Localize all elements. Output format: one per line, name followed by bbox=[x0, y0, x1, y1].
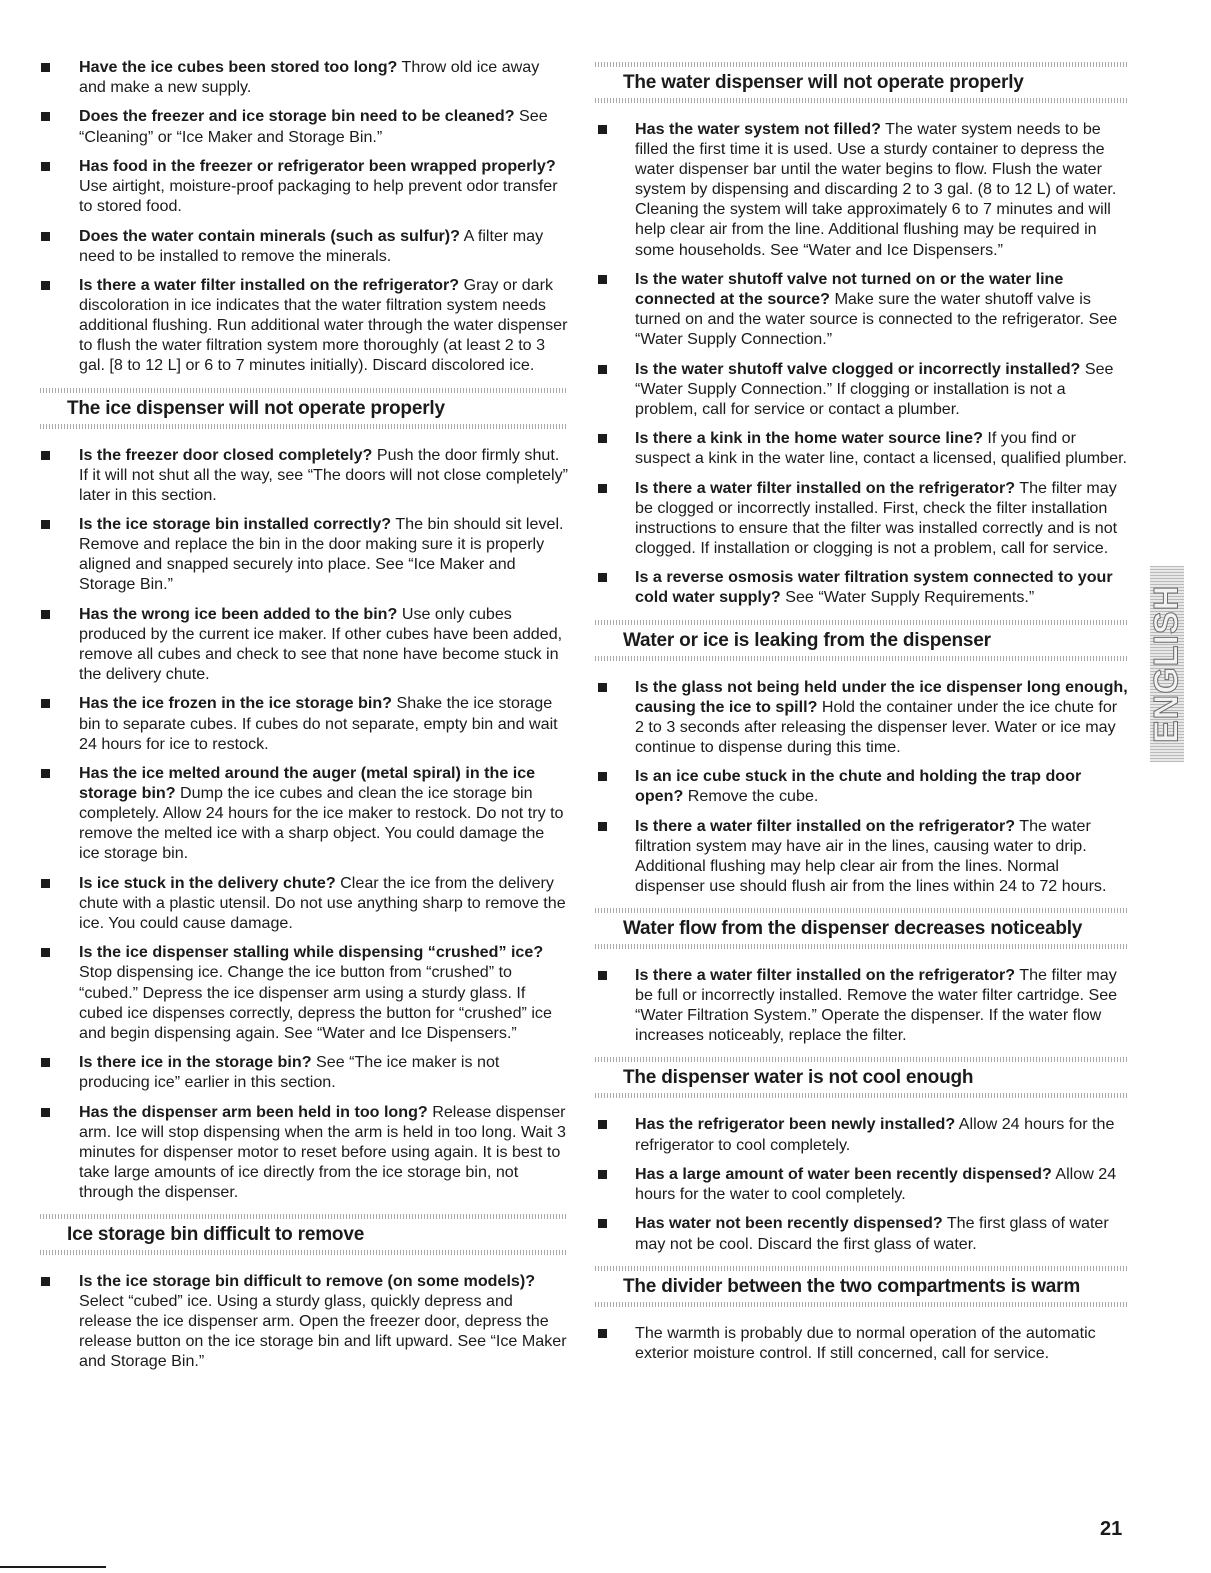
item-question: Is the freezer door closed completely? bbox=[79, 445, 373, 464]
section-rule bbox=[595, 1266, 1128, 1271]
item-answer: Use airtight, moisture-proof packaging to help prevent odor transfer to stored food. bbox=[79, 177, 558, 216]
item-question: Is there a water filter installed on the refrigerator? bbox=[635, 966, 1016, 985]
item-question: Has the refrigerator been newly installed? bbox=[635, 1115, 956, 1134]
item-question: Is there a water filter installed on the refrigerator? bbox=[635, 478, 1016, 497]
troubleshooting-item bbox=[40, 275, 568, 375]
item-question: Is the ice storage bin difficult to remove (on some models)? bbox=[79, 1272, 536, 1291]
item-answer: Hold the container under the ice chute for 2 to 3 seconds after releasing the dispenser lever. Water or ice may continue to dispense during this time. bbox=[635, 697, 1118, 756]
square-bullet-icon bbox=[41, 610, 50, 619]
section-rule bbox=[595, 1302, 1128, 1307]
item-answer: A filter may need to be installed to remove the minerals. bbox=[79, 226, 544, 265]
item-answer: The warmth is probably due to normal operation of the automatic exterior moisture control. If still concerned, call for service. bbox=[635, 1323, 1096, 1362]
square-bullet-icon bbox=[598, 822, 607, 831]
troubleshooting-item bbox=[595, 677, 1128, 757]
square-bullet-icon bbox=[598, 683, 607, 692]
language-side-tab-label: ENGLISH bbox=[1147, 584, 1186, 744]
square-bullet-icon bbox=[598, 1219, 607, 1228]
square-bullet-icon bbox=[41, 112, 50, 121]
square-bullet-icon bbox=[41, 948, 50, 957]
item-question: Does the water contain minerals (such as sulfur)? bbox=[79, 226, 460, 245]
item-question: Has water not been recently dispensed? bbox=[635, 1214, 943, 1233]
section-rule bbox=[595, 620, 1128, 625]
section-rule bbox=[40, 1214, 568, 1219]
section-heading: The ice dispenser will not operate properly bbox=[67, 397, 445, 419]
section-rule bbox=[40, 388, 568, 393]
section-rule bbox=[595, 98, 1128, 103]
square-bullet-icon bbox=[41, 879, 50, 888]
item-answer: Stop dispensing ice. Change the ice button from “crushed” to “cubed.” Depress the ice dispenser arm using a sturdy glass. If cubed ice dispenses correctly, depress the button for “crushed” ice and begin dispensing again. See “Water and Ice Dispensers.” bbox=[79, 963, 552, 1042]
section-rule bbox=[595, 62, 1128, 67]
troubleshooting-item bbox=[595, 478, 1128, 558]
square-bullet-icon bbox=[41, 63, 50, 72]
troubleshooting-item bbox=[40, 514, 568, 594]
section-header bbox=[40, 1214, 568, 1255]
troubleshooting-item bbox=[595, 1114, 1128, 1154]
troubleshooting-item bbox=[40, 873, 568, 933]
section-rule bbox=[595, 656, 1128, 661]
troubleshooting-item bbox=[595, 428, 1128, 468]
square-bullet-icon bbox=[41, 1277, 50, 1286]
troubleshooting-item bbox=[40, 445, 568, 505]
item-answer: See “Cleaning” or “Ice Maker and Storage Bin.” bbox=[79, 107, 548, 146]
troubleshooting-item bbox=[40, 1052, 568, 1092]
section-heading: The dispenser water is not cool enough bbox=[623, 1067, 974, 1089]
item-answer: Remove the cube. bbox=[683, 787, 819, 806]
item-answer: Clear the ice from the delivery chute with a plastic utensil. Do not use anything sharp to remove the ice. You could cause damage. bbox=[79, 873, 566, 932]
item-question: Has the ice melted around the auger (metal spiral) in the ice storage bin? bbox=[79, 764, 536, 803]
troubleshooting-item bbox=[595, 1164, 1128, 1204]
square-bullet-icon bbox=[598, 484, 607, 493]
item-answer: Make sure the water shutoff valve is turned on and the water source is connected to the refrigerator. See “Water Supply Connection.” bbox=[635, 290, 1118, 349]
item-answer: Gray or dark discoloration in ice indicates that the water filtration system needs additional flushing. Run additional water through the water dispenser to flush the water filtration system more thoroughly (at least 2 to 3 gal. [8 to 12 L] or 6 to 7 minutes initially). Discard discolored ice. bbox=[79, 276, 568, 375]
square-bullet-icon bbox=[598, 1329, 607, 1338]
item-question: Is there a water filter installed on the refrigerator? bbox=[79, 276, 460, 295]
section-header bbox=[595, 908, 1128, 949]
square-bullet-icon bbox=[41, 769, 50, 778]
troubleshooting-item bbox=[40, 1271, 568, 1371]
section-header bbox=[595, 620, 1128, 661]
item-question: Has a large amount of water been recently dispensed? bbox=[635, 1164, 1052, 1183]
square-bullet-icon bbox=[41, 451, 50, 460]
troubleshooting-item bbox=[40, 942, 568, 1042]
item-question: Is a reverse osmosis water filtration system connected to your cold water supply? bbox=[635, 568, 1113, 607]
item-question: Is there a water filter installed on the refrigerator? bbox=[635, 816, 1016, 835]
item-answer: See “Water Supply Requirements.” bbox=[780, 588, 1035, 607]
item-answer: Release dispenser arm. Ice will stop dispensing when the arm is held in too long. Wait 3 minutes for dispenser motor to reset before using again. It is best to take large amounts of ice directly from the ice storage bin, not through the dispenser. bbox=[79, 1102, 566, 1201]
troubleshooting-item bbox=[40, 604, 568, 684]
square-bullet-icon bbox=[598, 125, 607, 134]
item-question: Has food in the freezer or refrigerator been wrapped properly? bbox=[79, 156, 556, 175]
item-answer: See “Water Supply Connection.” If clogging or installation is not a problem, call for service or contact a plumber. bbox=[635, 359, 1114, 418]
troubleshooting-item bbox=[595, 359, 1128, 419]
square-bullet-icon bbox=[41, 520, 50, 529]
troubleshooting-item bbox=[40, 226, 568, 266]
troubleshooting-item bbox=[595, 567, 1128, 607]
footer-rule bbox=[0, 1566, 106, 1568]
item-answer: The water system needs to be filled the first time it is used. Use a sturdy container to depress the water dispenser bar until the water begins to flow. Flush the water system by dispensing and discarding 2 to 3 gal. (8 to 12 L) of water. Cleaning the system will take approximately 6 to 7 minutes and will help clear air from the line. Additional flushing may be required in some households. See “Water and Ice Dispensers.” bbox=[635, 120, 1117, 259]
item-answer: Allow 24 hours for the refrigerator to cool completely. bbox=[635, 1115, 1115, 1154]
troubleshooting-item bbox=[595, 766, 1128, 806]
item-question: Has the ice frozen in the ice storage bin? bbox=[79, 694, 393, 713]
square-bullet-icon bbox=[598, 365, 607, 374]
item-question: Is the ice dispenser stalling while dispensing “crushed” ice? bbox=[79, 943, 544, 962]
item-question: Have the ice cubes been stored too long? bbox=[79, 58, 398, 76]
square-bullet-icon bbox=[598, 971, 607, 980]
section-rule bbox=[595, 908, 1128, 913]
item-question: Is the water shutoff valve not turned on or the water line connected at the source? bbox=[635, 269, 1064, 309]
item-answer: The filter may be clogged or incorrectly installed. First, check the filter installation instructions to ensure that the filter was installed correctly and is not clogged. If installation or clogging is not a problem, call for service. bbox=[635, 478, 1118, 557]
item-question: Does the freezer and ice storage bin need to be cleaned? bbox=[79, 107, 515, 126]
troubleshooting-item bbox=[595, 1323, 1128, 1363]
item-answer: Shake the ice storage bin to separate cubes. If cubes do not separate, empty bin and wait 24 hours for ice to restock. bbox=[79, 694, 558, 753]
item-question: Is the glass not being held under the ice dispenser long enough, causing the ice to spill? bbox=[635, 677, 1128, 716]
section-header bbox=[595, 62, 1128, 103]
item-question: Is the water shutoff valve clogged or incorrectly installed? bbox=[635, 359, 1081, 378]
item-question: Is there a kink in the home water source line? bbox=[635, 429, 983, 448]
section-rule bbox=[595, 1093, 1128, 1098]
square-bullet-icon bbox=[598, 772, 607, 781]
section-rule bbox=[40, 1250, 568, 1255]
square-bullet-icon bbox=[598, 1120, 607, 1129]
item-question: Is there ice in the storage bin? bbox=[79, 1053, 312, 1072]
section-rule bbox=[40, 424, 568, 429]
section-heading: The water dispenser will not operate properly bbox=[623, 72, 1024, 93]
item-answer: Use only cubes produced by the current ice maker. If other cubes have been added, remove all cubes and check to see that none have become stuck in the delivery chute. bbox=[79, 604, 563, 684]
troubleshooting-item bbox=[595, 816, 1128, 896]
square-bullet-icon bbox=[41, 1058, 50, 1067]
troubleshooting-item bbox=[595, 1213, 1128, 1253]
item-answer: The bin should sit level. Remove and replace the bin in the door making sure it is properly aligned and snapped securely into place. See “Ice Maker and Storage Bin.” bbox=[79, 515, 564, 594]
item-answer: See “The ice maker is not producing ice” earlier in this section. bbox=[79, 1053, 500, 1092]
left-column bbox=[40, 57, 568, 1381]
section-rule bbox=[595, 1057, 1128, 1062]
square-bullet-icon bbox=[598, 275, 607, 284]
section-header bbox=[40, 388, 568, 429]
item-question: Has the water system not filled? bbox=[635, 120, 881, 138]
section-heading: The divider between the two compartments is warm bbox=[623, 1275, 1081, 1297]
troubleshooting-item bbox=[40, 106, 568, 146]
square-bullet-icon bbox=[41, 232, 50, 241]
section-rule bbox=[595, 944, 1128, 949]
section-header bbox=[595, 1057, 1128, 1098]
troubleshooting-item bbox=[40, 57, 568, 97]
troubleshooting-item bbox=[40, 693, 568, 753]
item-answer: The water filtration system may have air in the lines, causing water to drip. Additional flushing may help clear air from the lines. Normal dispenser use should flush air from the lines within 24 to 72 hours. bbox=[635, 816, 1107, 895]
item-answer: The first glass of water may not be cool. Discard the first glass of water. bbox=[635, 1214, 1109, 1253]
troubleshooting-item bbox=[40, 763, 568, 863]
square-bullet-icon bbox=[41, 162, 50, 171]
troubleshooting-item bbox=[595, 269, 1128, 349]
section-header bbox=[595, 1266, 1128, 1307]
item-question: Is an ice cube stuck in the chute and holding the trap door open? bbox=[635, 767, 1082, 806]
item-answer: If you find or suspect a kink in the water line, contact a licensed, qualified plumber. bbox=[635, 429, 1128, 468]
item-answer: Throw old ice away and make a new supply. bbox=[79, 58, 540, 97]
square-bullet-icon bbox=[41, 699, 50, 708]
item-answer: Select “cubed” ice. Using a sturdy glass, quickly depress and release the ice dispenser arm. Open the freezer door, depress the release button on the ice storage bin and lift upward. See “Ice Maker and Storage Bin.” bbox=[79, 1292, 567, 1371]
square-bullet-icon bbox=[41, 1108, 50, 1117]
item-question: Is ice stuck in the delivery chute? bbox=[79, 873, 336, 892]
square-bullet-icon bbox=[41, 281, 50, 290]
troubleshooting-item bbox=[40, 156, 568, 216]
item-question: Has the dispenser arm been held in too long? bbox=[79, 1102, 428, 1121]
troubleshooting-item bbox=[40, 1102, 568, 1202]
section-heading: Ice storage bin difficult to remove bbox=[67, 1224, 365, 1246]
section-heading: Water flow from the dispenser decreases noticeably bbox=[623, 918, 1083, 940]
item-question: Has the wrong ice been added to the bin? bbox=[79, 604, 398, 623]
square-bullet-icon bbox=[598, 573, 607, 582]
right-column bbox=[595, 57, 1128, 1372]
page-number: 21 bbox=[1100, 1518, 1123, 1540]
troubleshooting-item bbox=[595, 965, 1128, 1045]
square-bullet-icon bbox=[598, 434, 607, 443]
item-answer: The filter may be full or incorrectly installed. Remove the water filter cartridge. See “Water Filtration System.” Operate the dispenser. If the water flow increases noticeably, replace the filter. bbox=[635, 966, 1118, 1045]
square-bullet-icon bbox=[598, 1170, 607, 1179]
troubleshooting-item bbox=[595, 119, 1128, 260]
item-question: Is the ice storage bin installed correctly? bbox=[79, 515, 392, 534]
item-answer: Dump the ice cubes and clean the ice storage bin completely. Allow 24 hours for the ice maker to restock. Do not try to remove the melted ice with a sharp object. You could damage the ice storage bin. bbox=[79, 784, 564, 863]
section-heading: Water or ice is leaking from the dispenser bbox=[623, 629, 991, 651]
item-answer: Allow 24 hours for the water to cool completely. bbox=[635, 1164, 1117, 1204]
item-answer: Push the door firmly shut. If it will not shut all the way, see “The doors will not close completely” later in this section. bbox=[79, 445, 568, 504]
